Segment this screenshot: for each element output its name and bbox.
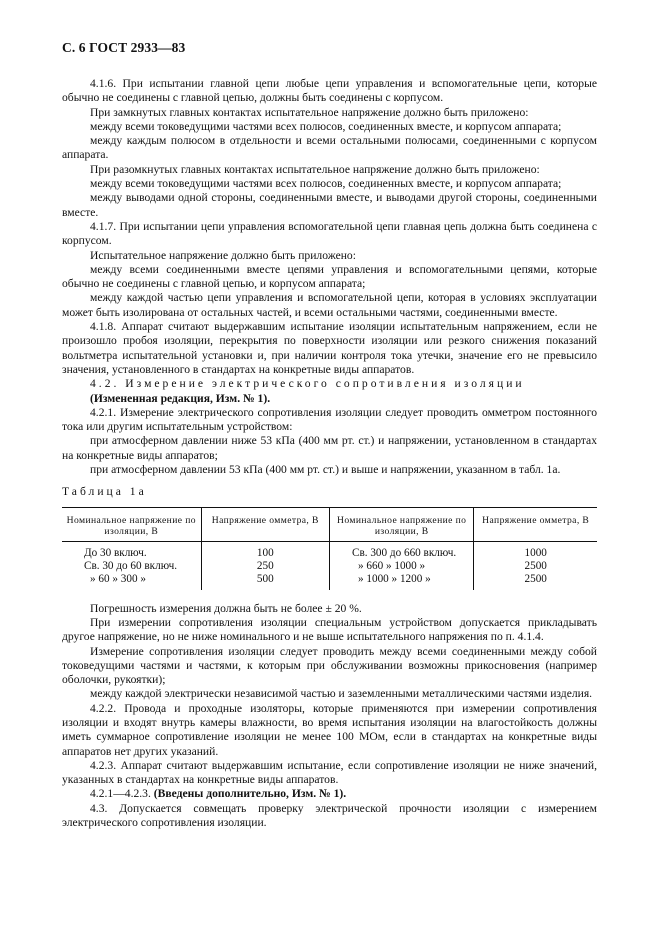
paragraph: между каждым полюсом в отдельности и всеми остальными полюсами, соединенными с корпусом аппарата. [62,134,597,162]
voltage-table [62,507,597,590]
table-header-cell: Напряжение омметра, В [201,507,329,541]
paragraph: При разомкнутых главных контактах испытательное напряжение должно быть приложено: [90,162,540,176]
spacer [62,590,597,602]
paragraph: 4.1.8. Аппарат считают выдержавшим испытание изоляции испытательным напряжением, если не произошло пробоя изоляции, перекрытия по поверхности изоляции или резкого снижения показаний вольтметра испытательной установки и, при наличии контроля тока утечки, значение его не превысило значения, установленного в стандартах на конкретные виды аппаратов. [62,320,597,376]
cell-line: » 660 » 1000 » [357,559,426,572]
table-row [62,541,597,590]
paragraph: При замкнутых главных контактах испытательное напряжение должно быть приложено: [90,105,529,119]
table-cell [474,541,597,590]
cell-line: 500 [256,572,274,585]
page-header: С. 6 ГОСТ 2933—83 [62,40,186,55]
cell-line: 2500 [524,559,547,572]
amendment-note: (Введены дополнительно, Изм. № 1). [153,787,347,801]
paragraph: 4.2.3. Аппарат считают выдержавшим испытание, если сопротивление изоляции не ниже значений, указанных в стандартах на конкретные виды аппаратов. [62,758,597,787]
cell-line: До 30 включ. [84,546,147,559]
table-header-row [62,507,597,541]
paragraph: Испытательное напряжение должно быть приложено: [90,248,356,262]
paragraph: между выводами одной стороны, соединенными вместе, и выводами другой стороны, соединенными вместе. [62,191,597,219]
paragraph: между всеми токоведущими частями всех полюсов, соединенных вместе, и корпусом аппарата; [90,177,562,191]
cell-line: Св. 30 до 60 включ. [84,559,178,572]
table-cell [329,541,473,590]
paragraph: 4.2.2. Провода и проходные изоляторы, которые применяются при измерении сопротивления изоляции и входят внутрь камеры влажности, во время испытания изоляции на влагостойкость должны иметь суммарное сопротивление изоляции не менее 100 МОм, если в стандартах на конкретные виды аппаратов нет других указаний. [62,701,597,758]
cell-line: Св. 300 до 660 включ. [351,546,457,559]
paragraph: 4.2.1. Измерение электрического сопротивления изоляции следует проводить омметром постоянного тока или другим испытательным устройством: [62,405,597,434]
paragraph: Погрешность измерения должна быть не более ± 20 %. [90,601,362,615]
table-cell [62,541,201,590]
paragraph: 4.3. Допускается совмещать проверку электрической прочности изоляции с измерением электрического сопротивления изоляции. [62,801,597,830]
table-header-cell: Напряжение омметра, В [474,507,597,541]
paragraph: между всеми токоведущими частями всех полюсов, соединенных вместе, и корпусом аппарата; [90,119,562,133]
paragraph: между всеми соединенными вместе цепями управления и вспомогательными цепями, которые обычно не соединены с главной цепью, и корпусом аппарата; [62,262,597,291]
amendment-note: (Измененная редакция, Изм. № 1). [90,391,271,405]
table-caption: Таблица 1а [62,485,147,499]
table-cell [201,541,329,590]
table-header-cell: Номинальное напряжение по изоляции, В [62,507,201,541]
paragraph: при атмосферном давлении ниже 53 кПа (400 мм рт. ст.) и напряжении, установленном в стандартах на конкретные виды аппаратов; [62,434,597,462]
cell-line: 1000 [524,546,547,559]
paragraph: при атмосферном давлении 53 кПа (400 мм рт. ст.) и выше и напряжении, указанном в табл. 1а. [90,463,561,477]
paragraph: При измерении сопротивления изоляции специальным устройством допускается прикладывать другое напряжение, но не ниже номинального и не выше испытательного напряжения по п. 4.1.4. [62,615,597,644]
paragraph: между каждой частью цепи управления и вспомогательной цепи, которая в условиях эксплуатации может быть изолирована от остальных частей, и всеми остальными частями, соединенными вместе. [62,291,597,319]
document-body [62,77,597,830]
paragraph: 4.1.7. При испытании цепи управления вспомогательной цепи главная цепь должна быть соединена с корпусом. [62,219,597,248]
amendment-line [62,787,597,801]
paragraph: между каждой электрически независимой частью и заземленными металлическими частями изделия. [90,687,593,701]
paragraph: 4.1.6. При испытании главной цепи любые цепи управления и вспомогательные цепи, которые обычно не соединены с главной цепью, должны быть соединены с корпусом. [62,77,597,105]
cell-line: » 1000 » 1200 » [357,572,431,585]
amendment-ref: 4.2.1—4.2.3. [90,787,154,801]
section-heading: 4.2. Измерение электрического сопротивления изоляции [90,377,525,391]
cell-line: » 60 » 300 » [90,572,146,585]
cell-line: 2500 [524,572,547,585]
paragraph: Измерение сопротивления изоляции следует проводить между всеми соединенными между собой токоведущими частями и частями, к которым при обслуживании возможны прикосновения (например оболочки, рукоятки); [62,644,597,687]
cell-line: 100 [256,546,274,559]
cell-line: 250 [256,559,274,572]
table-header-cell: Номинальное напряжение по изоляции, В [329,507,473,541]
